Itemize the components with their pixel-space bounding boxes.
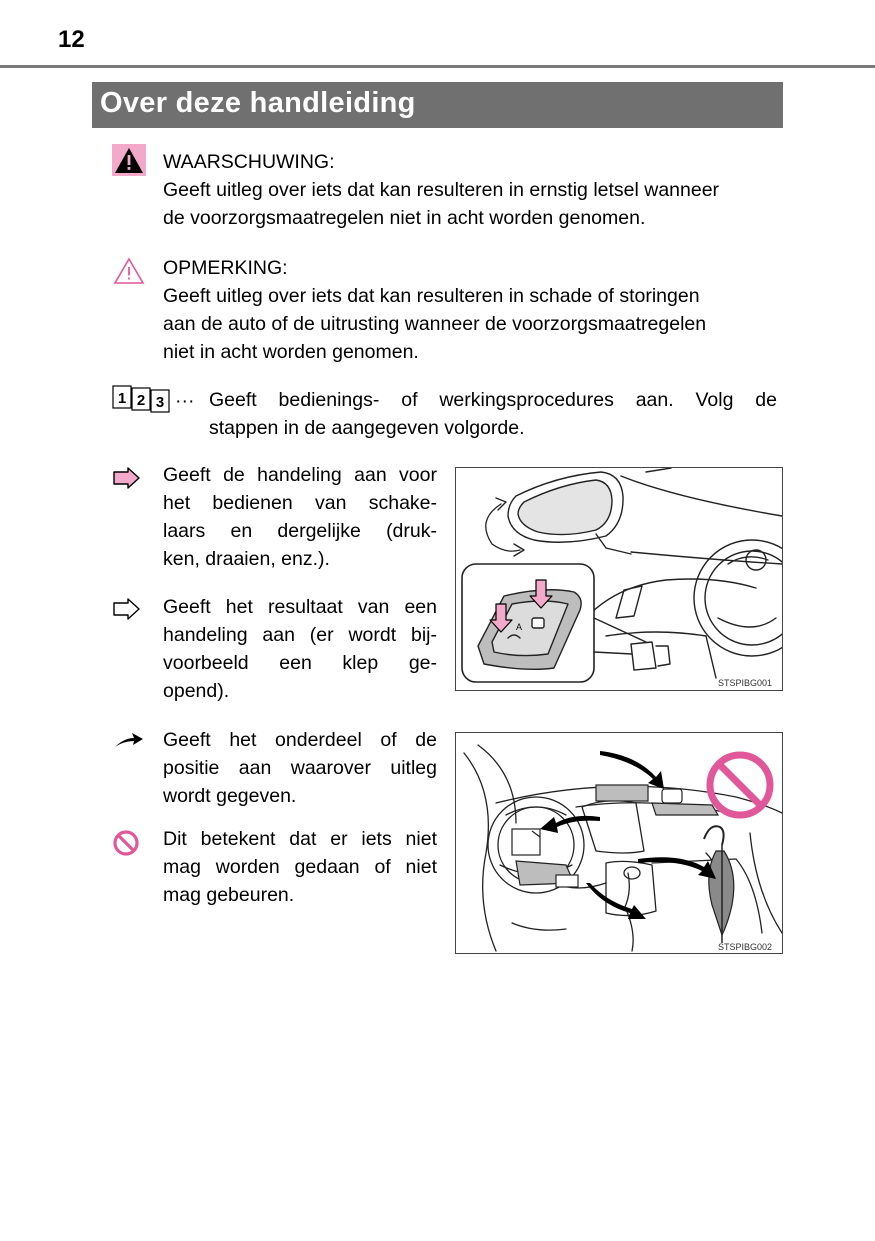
operation-line: Geeft de handeling aan voor	[163, 464, 437, 486]
component-block	[163, 726, 437, 810]
prohibited-icon	[112, 829, 140, 857]
result-line: voorbeeld een klep ge-	[163, 652, 437, 674]
notice-line: niet in acht worden genomen.	[163, 341, 419, 363]
figure-label-a: A	[516, 622, 523, 632]
operation-line: ken, draaien, enz.).	[163, 548, 330, 570]
result-block	[163, 593, 437, 705]
component-pointer-icon	[112, 730, 146, 750]
result-line: opend).	[163, 680, 230, 702]
component-line: positie aan waarover uitleg	[163, 757, 437, 779]
result-arrow-icon	[112, 597, 142, 621]
section-title-bar	[92, 82, 783, 128]
step-number-3: 3	[155, 394, 165, 411]
notice-line: Geeft uitleg over iets dat kan resulteren in schade of storingen	[163, 285, 700, 307]
warning-icon	[112, 144, 146, 176]
mirror-switch-illustration	[456, 468, 782, 690]
figure-mirror-switch	[455, 467, 783, 691]
prohibited-line: mag worden gedaan of niet	[163, 856, 437, 878]
steps-dots: ···	[175, 390, 195, 412]
step-number-2: 2	[136, 392, 146, 409]
figure-caption: STSPIBG001	[718, 678, 773, 688]
operation-block	[163, 461, 437, 573]
notice-icon	[112, 256, 146, 286]
result-line: handeling aan (er wordt bij-	[163, 624, 437, 646]
steps-line: stappen in de aangegeven volgorde.	[209, 417, 525, 439]
prohibited-block	[163, 825, 437, 909]
dashboard-illustration	[456, 733, 782, 953]
steps-block	[209, 386, 777, 442]
steps-line: Geeft bedienings- of werkingsprocedures aan. Volg de	[209, 389, 777, 411]
warning-line: Geeft uitleg over iets dat kan resulteren in ernstig letsel wanneer	[163, 179, 720, 201]
step-number-1: 1	[117, 390, 127, 407]
notice-block	[163, 254, 777, 366]
page-number: 12	[58, 26, 85, 53]
top-divider	[0, 65, 875, 68]
section-title: Over deze handleiding	[100, 87, 416, 119]
prohibited-line: Dit betekent dat er iets niet	[163, 828, 437, 850]
warning-block	[163, 148, 778, 232]
figure-caption: STSPIBG002	[718, 942, 773, 952]
step-numbers-icon	[112, 384, 176, 414]
result-line: Geeft het resultaat van een	[163, 596, 437, 618]
operation-line: laars en dergelijke (druk-	[163, 520, 437, 542]
prohibited-sign-icon	[710, 755, 770, 815]
operation-line: het bedienen van schake-	[163, 492, 437, 514]
notice-line: aan de auto of de uitrusting wanneer de voorzorgsmaatregelen	[163, 313, 707, 335]
warning-line: de voorzorgsmaatregelen niet in acht worden genomen.	[163, 207, 646, 229]
prohibited-line: mag gebeuren.	[163, 884, 295, 906]
component-line: wordt gegeven.	[163, 785, 297, 807]
figure-dashboard	[455, 732, 783, 954]
component-line: Geeft het onderdeel of de	[163, 729, 437, 751]
notice-label: OPMERKING:	[163, 257, 288, 279]
operation-arrow-icon	[112, 466, 142, 490]
warning-label: WAARSCHUWING:	[163, 151, 335, 173]
